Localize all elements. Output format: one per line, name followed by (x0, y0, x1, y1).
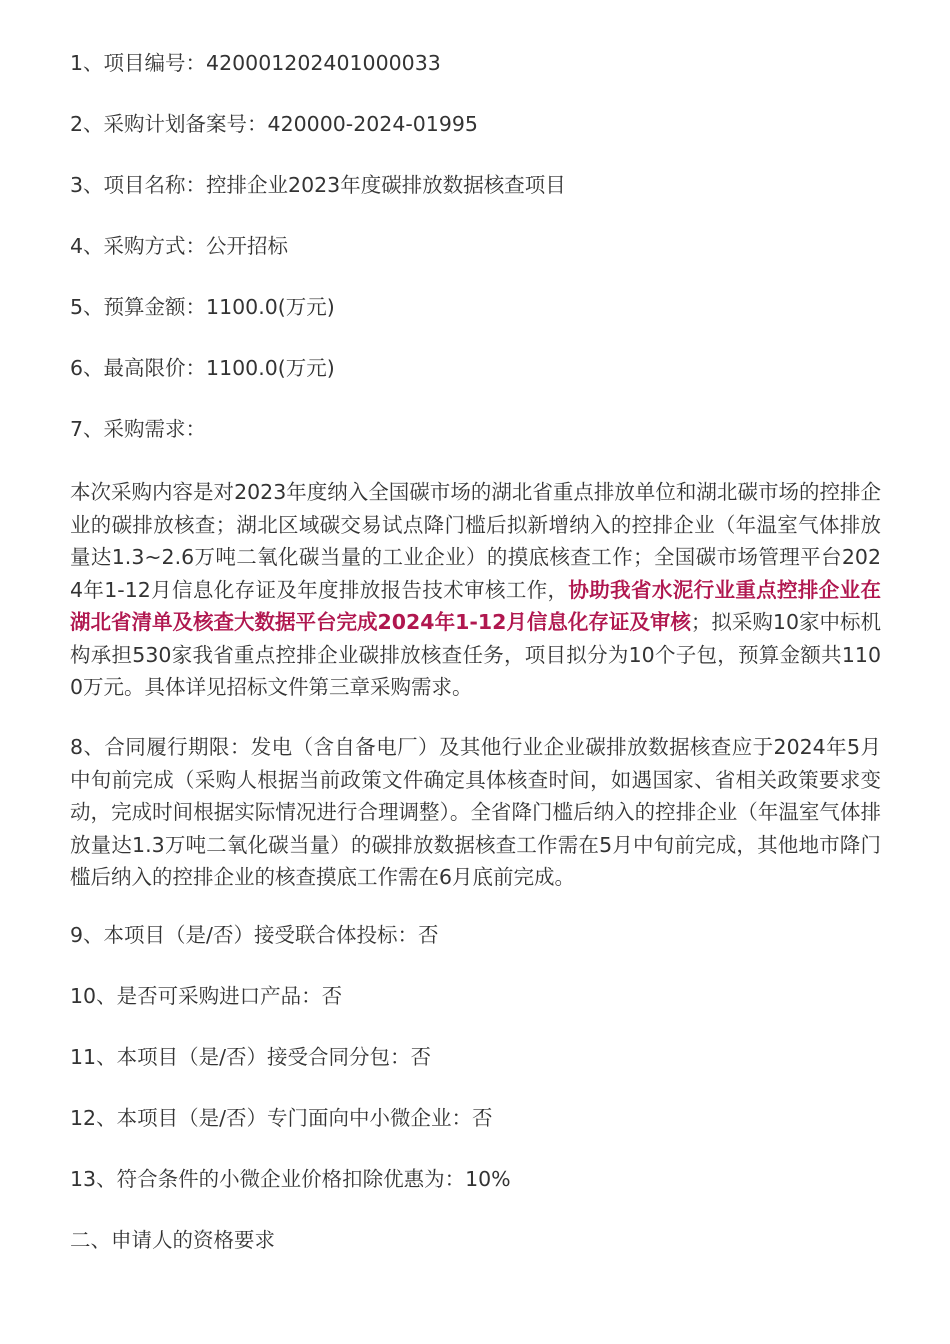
small-enterprise-price-discount: 13、符合条件的小微企业价格扣除优惠为：10% (70, 1167, 511, 1191)
procurement-plan-record-number: 2、采购计划备案号：420000-2024-01995 (70, 112, 478, 136)
imported-products: 10、是否可采购进口产品：否 (70, 984, 343, 1008)
budget-amount: 5、预算金额：1100.0(万元) (70, 295, 335, 319)
project-number: 1、项目编号：420001202401000033 (70, 51, 441, 75)
procurement-method: 4、采购方式：公开招标 (70, 234, 289, 258)
sme-oriented: 12、本项目（是/否）专门面向中小微企业：否 (70, 1106, 493, 1130)
requirement-text-part2: ；拟采购10家中标机构承担530家我省重点控排企业碳排放核查任务，项目拟分为10个子包，预算金额共1100万元。具体详见招标文件第三章采购需求。 (70, 610, 881, 699)
project-name: 3、项目名称：控排企业2023年度碳排放数据核查项目 (70, 173, 566, 197)
requirement-highlight: 协助我省水泥行业重点控排企业在湖北省清单及核查大数据平台完成2024年1-12月信息化存证及审核 (70, 577, 881, 634)
section-heading-qualification: 二、申请人的资格要求 (70, 1228, 275, 1252)
contract-subcontracting: 11、本项目（是/否）接受合同分包：否 (70, 1045, 431, 1069)
procurement-requirement-paragraph (70, 476, 881, 704)
maximum-price: 6、最高限价：1100.0(万元) (70, 356, 335, 380)
requirement-text-part1: 本次采购内容是对2023年度纳入全国碳市场的湖北省重点排放单位和湖北碳市场的控排企业的碳排放核查；湖北区域碳交易试点降门槛后拟新增纳入的控排企业（年温室气体排放量达1.3~2.6万吨二氧化碳当量的工业企业）的摸底核查工作；全国碳市场管理平台2024年1-12月信息化存证及年度排放报告技术审核工作， (70, 480, 881, 602)
consortium-bidding: 9、本项目（是/否）接受联合体投标：否 (70, 923, 439, 947)
contract-period-paragraph: 8、合同履行期限：发电（含自备电厂）及其他行业企业碳排放数据核查应于2024年5月中旬前完成（采购人根据当前政策文件确定具体核查时间，如遇国家、省相关政策要求变动，完成时间根据实际情况进行合理调整）。全省降门槛后纳入的控排企业（年温室气体排放量达1.3万吨二氧化碳当量）的碳排放数据核查工作需在5月中旬前完成，其他地市降门槛后纳入的控排企业的核查摸底工作需在6月底前完成。 (70, 735, 881, 889)
procurement-requirement-heading: 7、采购需求： (70, 417, 207, 441)
